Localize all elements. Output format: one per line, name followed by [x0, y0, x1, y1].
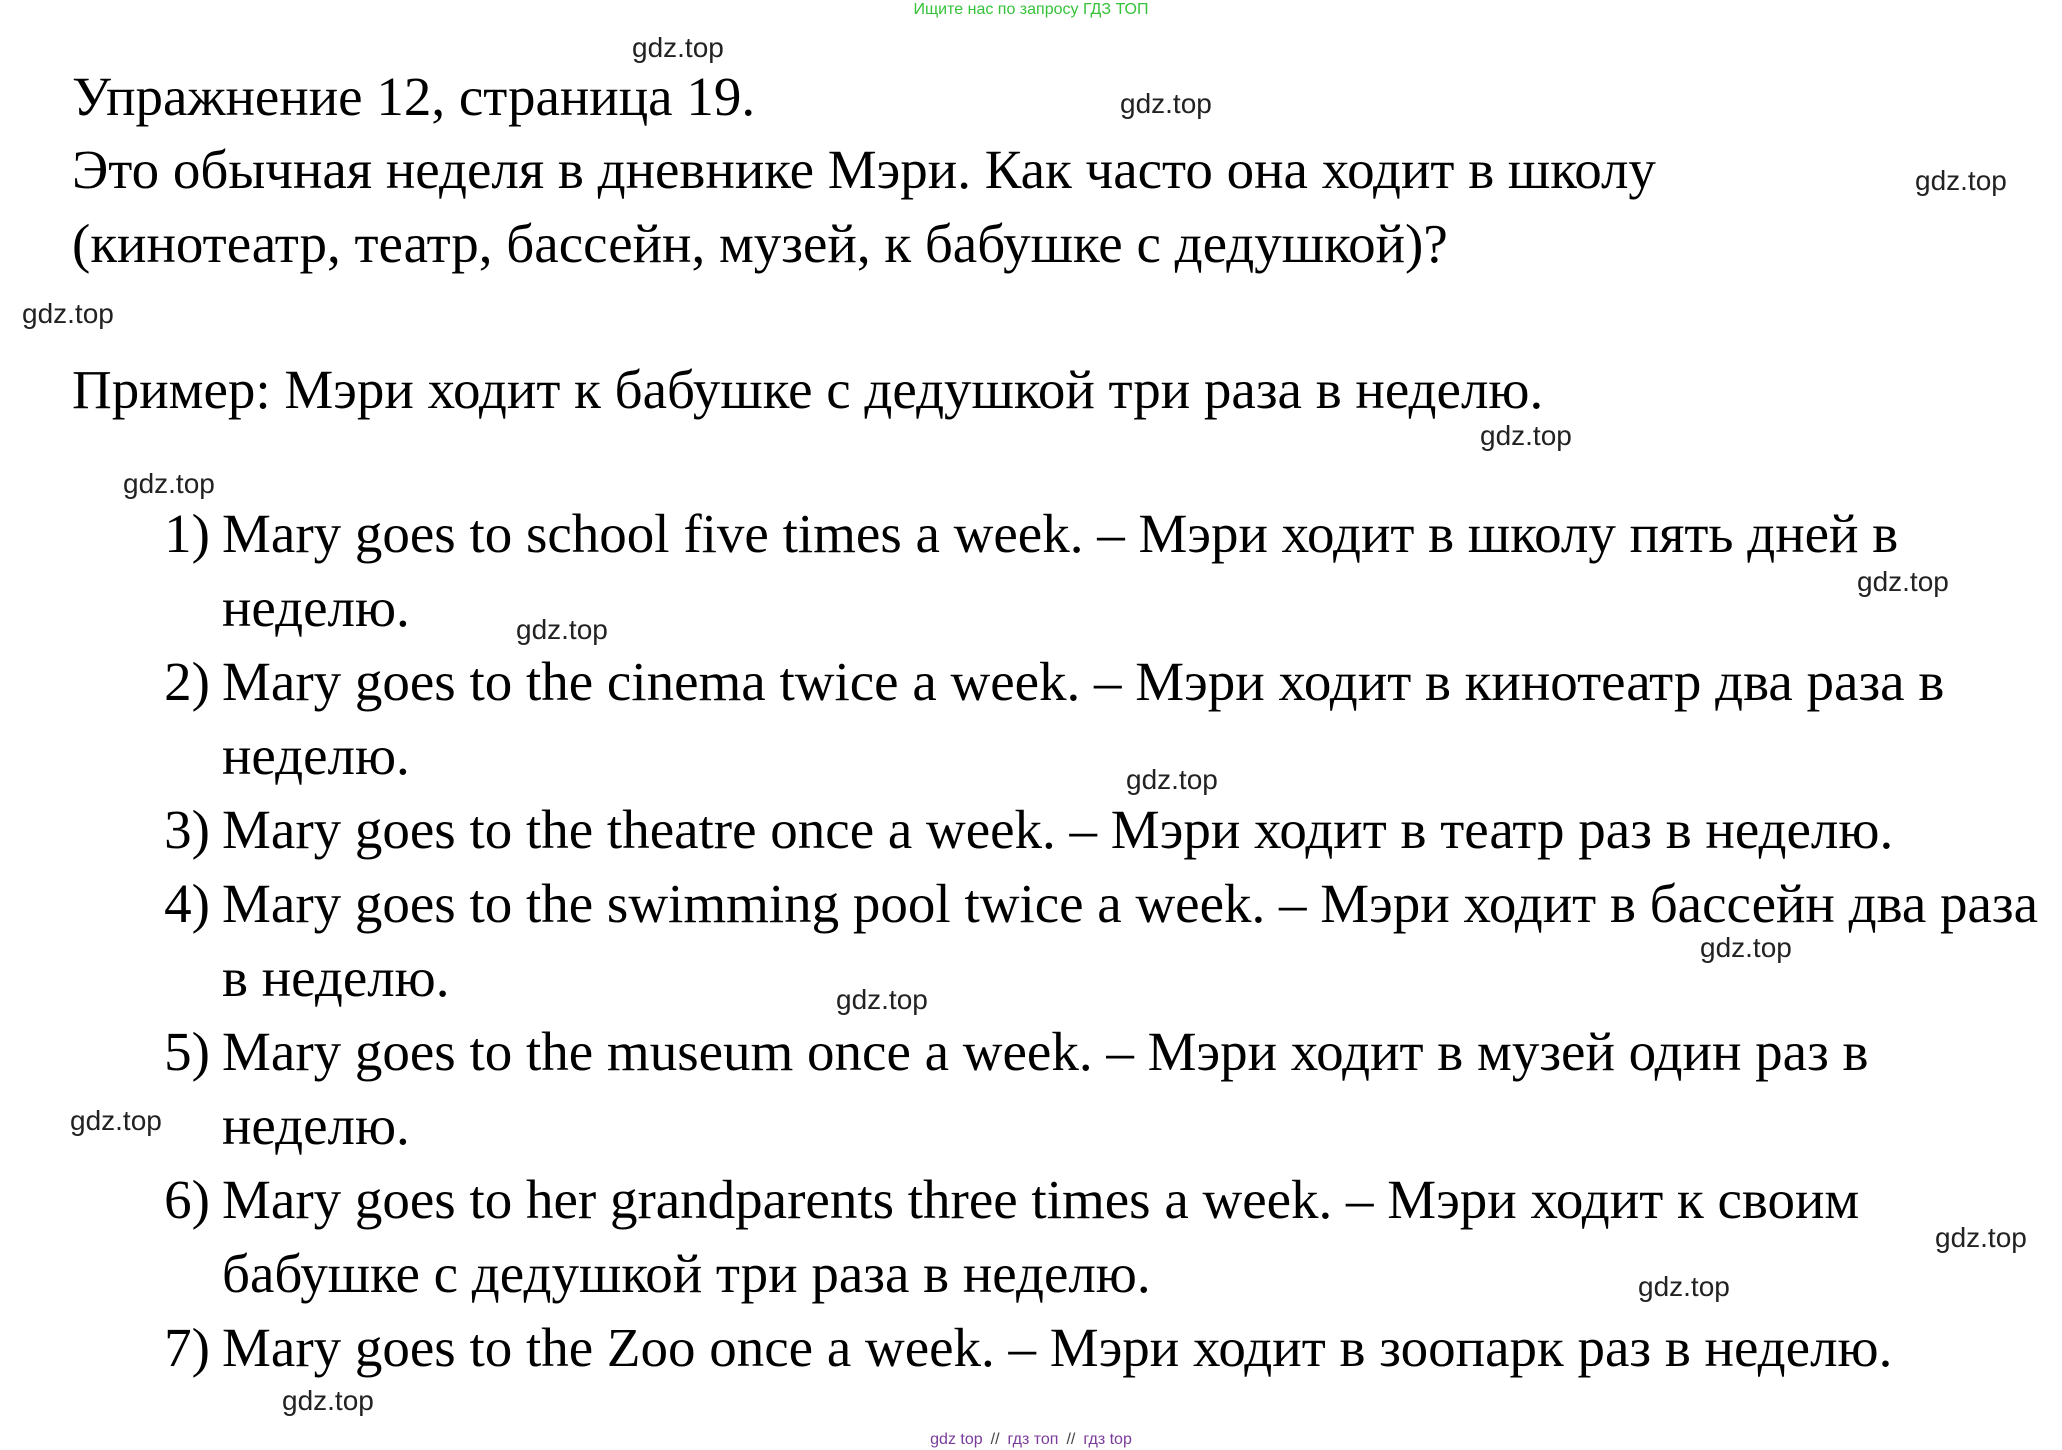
item-number: 4) [164, 873, 210, 934]
list-item [140, 793, 2040, 867]
watermark: gdz.top [22, 298, 114, 329]
item-text: Mary goes to the Zoo once a week. – Мэри ходит в зоопарк раз в неделю. [222, 1317, 1893, 1378]
footer-link[interactable]: gdz top [930, 1431, 983, 1448]
footer-link[interactable]: гдз top [1083, 1431, 1132, 1448]
list-item [140, 1311, 2040, 1385]
watermark: gdz.top [282, 1385, 374, 1416]
footer-link[interactable]: гдз топ [1007, 1431, 1059, 1448]
item-text: Mary goes to school five times a week. – Мэри ходит в школу пять дней в неделю. [222, 503, 1899, 638]
watermark: gdz.top [70, 1105, 162, 1136]
watermark: gdz.top [836, 984, 928, 1015]
item-text: Mary goes to the swimming pool twice a week. – Мэри ходит в бассейн два раза в неделю. [222, 873, 2039, 1008]
top-banner: Ищите нас по запросу ГДЗ ТОП [913, 1, 1149, 18]
example-sentence: Пример: Мэри ходит к бабушке с дедушкой три раза в неделю. [72, 359, 1544, 420]
watermark: gdz.top [1480, 420, 1572, 451]
footer-separator: // [1066, 1431, 1076, 1448]
watermark: gdz.top [632, 32, 724, 63]
item-number: 5) [164, 1021, 210, 1082]
watermark: gdz.top [1120, 88, 1212, 119]
exercise-title: Упражнение 12, страница 19. [72, 66, 756, 127]
footer [0, 1430, 2062, 1450]
item-number: 6) [164, 1169, 210, 1230]
watermark: gdz.top [1915, 165, 2007, 196]
watermark: gdz.top [1700, 932, 1792, 963]
item-text: Mary goes to her grandparents three times a week. – Мэри ходит к своим бабушке с дедушкой три раза в неделю. [222, 1169, 1860, 1304]
watermark: gdz.top [1857, 566, 1949, 597]
watermark: gdz.top [1126, 764, 1218, 795]
watermark: gdz.top [123, 468, 215, 499]
footer-separator: // [990, 1431, 1000, 1448]
item-number: 1) [164, 503, 210, 564]
item-text: Mary goes to the theatre once a week. – Мэри ходит в театр раз в неделю. [222, 799, 1894, 860]
watermark: gdz.top [1935, 1222, 2027, 1253]
list-item [140, 497, 2040, 645]
exercise-question: Это обычная неделя в дневнике Мэри. Как часто она ходит в школу (кинотеатр, театр, бассейн, музей, к бабушке с дедушкой)? [72, 139, 1656, 274]
item-number: 2) [164, 651, 210, 712]
list-item [140, 1163, 2040, 1311]
list-item [140, 1015, 2040, 1163]
item-text: Mary goes to the cinema twice a week. – Мэри ходит в кинотеатр два раза в неделю. [222, 651, 1945, 786]
item-text: Mary goes to the museum once a week. – Мэри ходит в музей один раз в неделю. [222, 1021, 1869, 1156]
watermark: gdz.top [1638, 1271, 1730, 1302]
list-item [140, 645, 2040, 793]
item-number: 3) [164, 799, 210, 860]
watermark: gdz.top [516, 614, 608, 645]
item-number: 7) [164, 1317, 210, 1378]
